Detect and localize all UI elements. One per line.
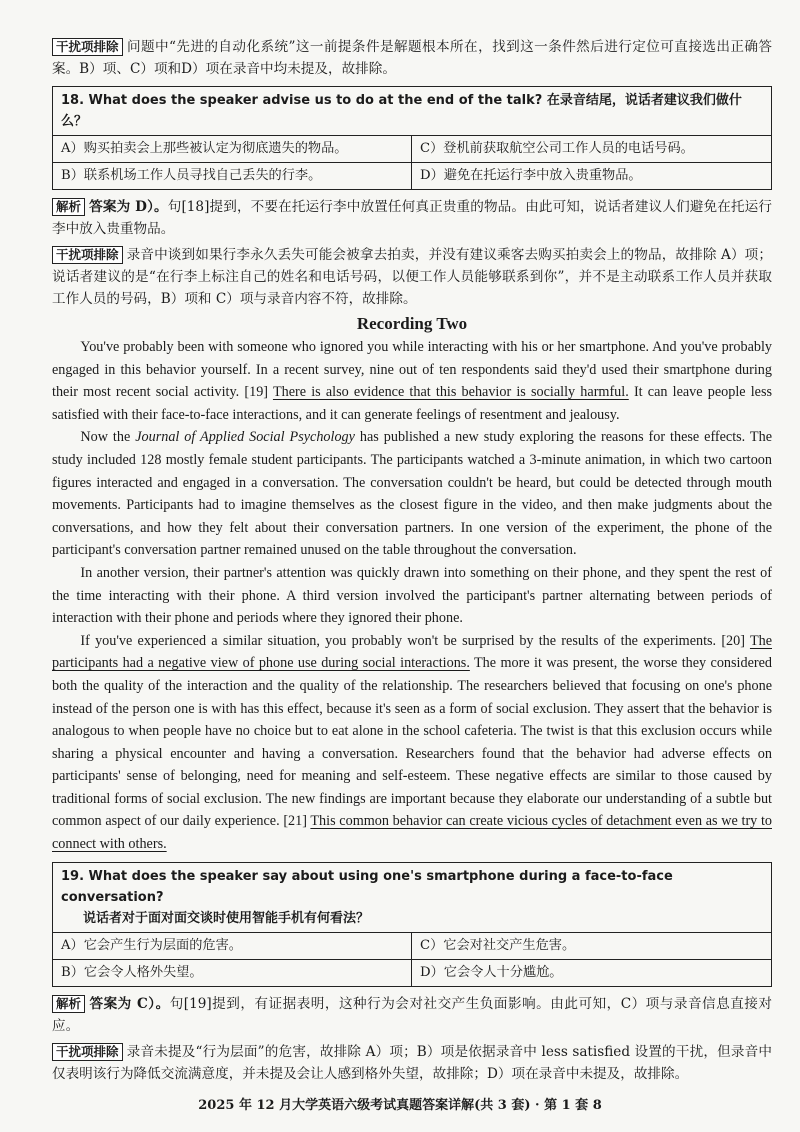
distractor-text: 录音中谈到如果行李永久丢失可能会被拿去拍卖，并没有建议乘客去购买拍卖会上的物品，故排除 A）项；说话者建议的是“在行李上标注自己的姓名和电话号码，以便工作人员能够联系到你”，并不是主动联系工作人员并获取工作人员的号码，B）项和 C）项与录音内容不符，故排除。 [52,247,772,307]
q19-analysis [52,993,772,1037]
question-19-box [52,862,772,987]
text-run: has published a new study exploring the reasons for these effects. The study included 128 mostly female student participants. The participants watched a 3-minute animation, in which two cartoon figures interacted and engaged in a conversation. The conversation couldn't be heard, but could be detected through mouth movements. Participants had to imagine themselves as the closest figure in the video, and then make judgments about the conversations, and how they felt about their conversation partners. In one version of the experiment, the phone of the participant's conversation partner remained unused on the table throughout the conversation. [52,429,772,559]
analysis-text: 句[19]提到，有证据表明，这种行为会对社交产生负面影响。由此可知，C）项与录音信息直接对应。 [52,995,772,1034]
question-18-options [53,136,771,189]
recording-paragraph-3: In another version, their partner's attention was quickly drawn into something on their phone, and they spent the rest of the time interacting with their phone. A third version involved the participant's partner alternating between periods of interaction with their phone and periods where they ignored their phone. [52,564,772,627]
key-sentence-20: The participants had a negative view of phone use during social interactions. [52,632,772,672]
text-run: It can leave people less satisfied with their face-to-face interactions, and it can generate feelings of resentment and jealousy. [52,384,773,423]
option-a: A）它会产生行为层面的危害。 [53,933,412,960]
distractor-tag: 干扰项排除 [52,246,123,264]
recording-paragraph-4 [52,630,772,856]
q18-distractor [52,244,772,310]
text-run: You've probably been with someone who ignored you while interacting with his or her smartphone. And you've probably engaged in this behavior yourself. In a recent survey, nine out of ten respondents said they'd used their smartphone during their most recent social activity. [19] [52,339,772,401]
recording-title: Recording Two [356,314,468,333]
recording-paragraph-2 [52,426,772,562]
question-18-box [52,86,772,190]
q18-analysis [52,196,772,240]
option-c: C）它会对社交产生危害。 [412,933,771,960]
analysis-tag: 解析 [52,995,85,1013]
analysis-answer: 答案为 C）。 [89,995,170,1012]
question-19-chinese: 说话者对于面对面交谈时使用智能手机有何看法？ [83,910,370,926]
option-b: B）联系机场工作人员寻找自己丢失的行李。 [53,163,412,189]
q19-distractor [52,1041,772,1085]
page-content [52,36,772,1085]
recording-paragraph-1 [52,336,772,426]
key-sentence-21: This common behavior can create vicious cycles of detachment even as we try to connect with others. [52,813,772,853]
question-19-text [53,863,771,933]
distractor-text: 录音未提及“行为层面”的危害，故排除 A）项；B）项是依据录音中 less satisfied 设置的干扰，但录音中仅表明该行为降低交流满意度，并未提及会让人感到格外失望，故排除；D）项在录音中未提及，故排除。 [52,1043,772,1082]
journal-title: Journal of Applied Social Psychology [135,429,355,446]
option-d: D）它会令人十分尴尬。 [420,964,563,980]
page-footer: 2025 年 12 月大学英语六级考试真题答案详解(共 3 套) · 第 1 套 8 [198,1098,602,1113]
distractor-text: 问题中“先进的自动化系统”这一前提条件是解题根本所在，找到这一条件然后进行定位可直接选出正确答案。B）项、C）项和D）项在录音中均未提及，故排除。 [52,39,772,77]
text-run: The more it was present, the worse they considered both the quality of the interaction and the quality of the relationship. The researchers believed that focusing on one's phone instead of the person one is with has this effect, because it's seen as a form of social exclusion. They assert that the behavior is analogous to when people have no choice but to eat alone in the school cafeteria. The twist is that this exclusion occurs while sharing a physical encounter and having a conversation. Researchers found that the behavior had adverse effects on participants' sense of belonging, need for meaning and self-esteem. These negative effects are similar to those caused by traditional forms of social exclusion. The new findings are important because they elaborate our understanding of a subtle but common aspect of our daily experience. [21] [52,655,772,830]
key-sentence-19: There is also evidence that this behavior is socially harmful. [272,384,629,401]
option-a: A）购买拍卖会上那些被认定为彻底遗失的物品。 [53,136,412,163]
distractor-tag: 干扰项排除 [52,38,123,56]
option-b: B）它会令人格外失望。 [53,960,412,986]
option-c: C）登机前获取航空公司工作人员的电话号码。 [412,136,771,163]
text-run: Now the [80,429,136,446]
option-d: D）避免在托运行李中放入贵重物品。 [420,168,642,183]
question-19-options [53,933,771,986]
analysis-answer: 答案为 D）。 [89,199,168,215]
analysis-tag: 解析 [52,198,85,216]
top-distractor-note [52,36,772,80]
question-19-english: 19. What does the speaker say about using one's smartphone during a face-to-face conversation? [61,868,673,905]
analysis-text: 句[18]提到，不要在托运行李中放置任何真正贵重的物品。由此可知，说话者建议人们避免在托运行李中放入贵重物品。 [52,199,772,237]
text-run: If you've experienced a similar situation, you probably won't be surprised by the results of the experiments. [20] [80,632,750,649]
distractor-tag: 干扰项排除 [52,1043,123,1061]
question-18-text: 18. What does the speaker advise us to do at the end of the talk? 在录音结尾，说话者建议我们做什么？ [53,87,771,136]
